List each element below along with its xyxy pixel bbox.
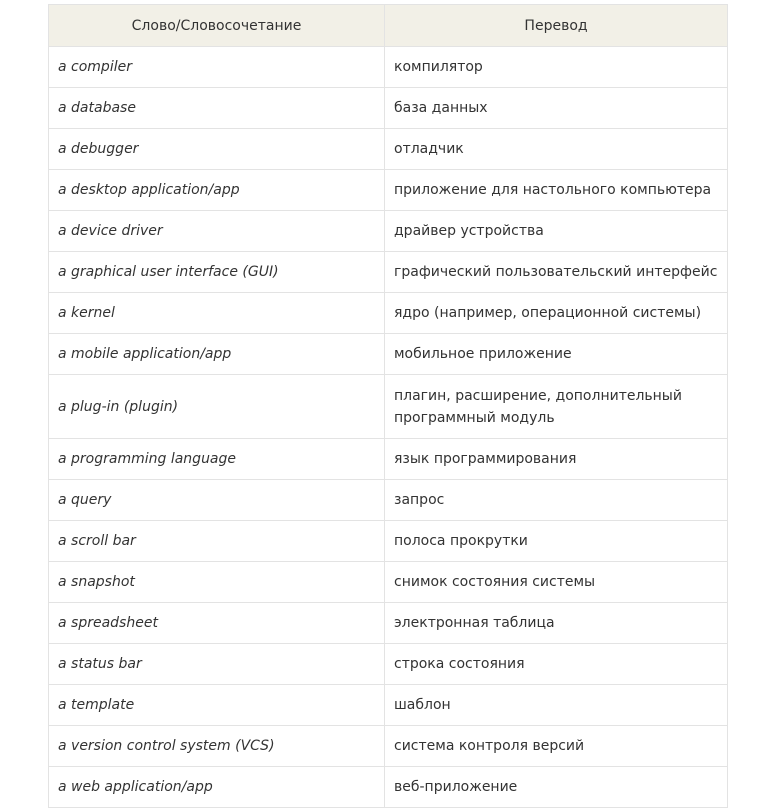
translation-cell: снимок состояния системы — [385, 562, 728, 603]
term-cell: a plug-in (plugin) — [49, 375, 385, 439]
translation-cell: полоса прокрутки — [385, 521, 728, 562]
table-row — [49, 726, 728, 767]
translation-cell: база данных — [385, 88, 728, 129]
table-row — [49, 129, 728, 170]
table-row — [49, 439, 728, 480]
term-cell: a database — [49, 88, 385, 129]
table-row — [49, 375, 728, 439]
translation-cell: ядро (например, операционной системы) — [385, 293, 728, 334]
translation-cell: компилятор — [385, 47, 728, 88]
column-header-translation: Перевод — [385, 5, 728, 47]
translation-cell: запрос — [385, 480, 728, 521]
translation-cell: мобильное приложение — [385, 334, 728, 375]
table-body — [49, 47, 728, 808]
table-row — [49, 562, 728, 603]
table-row — [49, 521, 728, 562]
translation-cell: плагин, расширение, дополнительный программный модуль — [385, 375, 728, 439]
table-row — [49, 211, 728, 252]
table-row — [49, 47, 728, 88]
term-cell: a query — [49, 480, 385, 521]
term-cell: a debugger — [49, 129, 385, 170]
translation-cell: драйвер устройства — [385, 211, 728, 252]
table-row — [49, 334, 728, 375]
table-row — [49, 88, 728, 129]
header-row — [49, 5, 728, 47]
term-cell: a kernel — [49, 293, 385, 334]
translation-cell: система контроля версий — [385, 726, 728, 767]
table-row — [49, 603, 728, 644]
column-header-term: Слово/Словосочетание — [49, 5, 385, 47]
term-cell: a desktop application/app — [49, 170, 385, 211]
term-cell: a web application/app — [49, 767, 385, 808]
translation-cell: язык программирования — [385, 439, 728, 480]
translation-cell: графический пользовательский интерфейс — [385, 252, 728, 293]
term-cell: a compiler — [49, 47, 385, 88]
vocabulary-table — [48, 4, 728, 808]
table-row — [49, 293, 728, 334]
term-cell: a version control system (VCS) — [49, 726, 385, 767]
term-cell: a status bar — [49, 644, 385, 685]
table-header — [49, 5, 728, 47]
table-row — [49, 170, 728, 211]
term-cell: a device driver — [49, 211, 385, 252]
term-cell: a programming language — [49, 439, 385, 480]
term-cell: a scroll bar — [49, 521, 385, 562]
translation-cell: веб-приложение — [385, 767, 728, 808]
translation-cell: строка состояния — [385, 644, 728, 685]
term-cell: a snapshot — [49, 562, 385, 603]
table-row — [49, 767, 728, 808]
translation-cell: электронная таблица — [385, 603, 728, 644]
term-cell: a mobile application/app — [49, 334, 385, 375]
term-cell: a graphical user interface (GUI) — [49, 252, 385, 293]
translation-cell: приложение для настольного компьютера — [385, 170, 728, 211]
term-cell: a template — [49, 685, 385, 726]
translation-cell: шаблон — [385, 685, 728, 726]
table-row — [49, 480, 728, 521]
table-row — [49, 252, 728, 293]
term-cell: a spreadsheet — [49, 603, 385, 644]
table-row — [49, 644, 728, 685]
translation-cell: отладчик — [385, 129, 728, 170]
table-row — [49, 685, 728, 726]
